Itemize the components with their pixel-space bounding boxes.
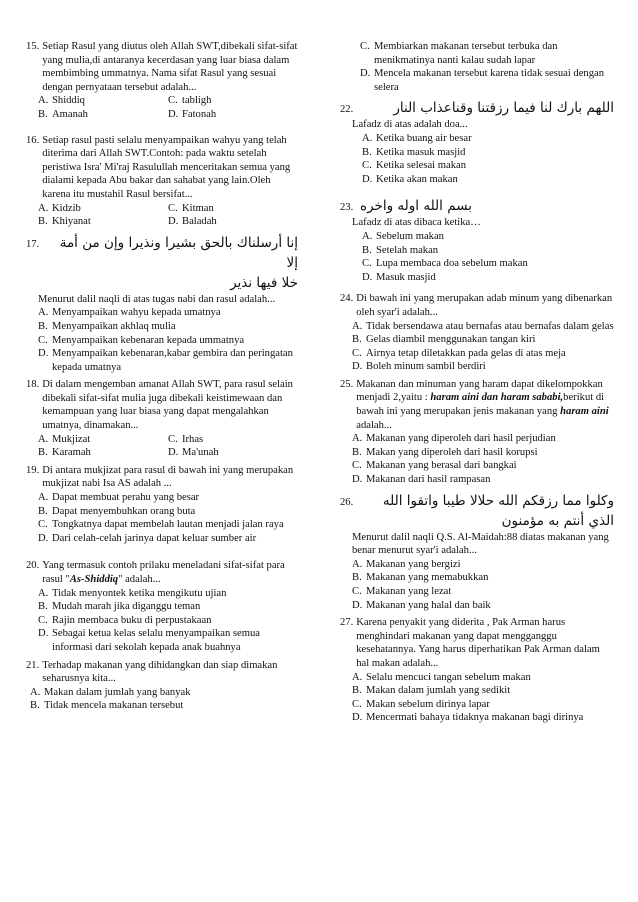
option-b: B. Makanan yang memabukkan [352, 572, 489, 584]
option-row [38, 215, 298, 229]
option-d: D. Dari celah-celah jarinya dapat keluar sumber air [38, 532, 257, 544]
option-c: C. Lupa membaca doa sebelum makan [362, 258, 528, 270]
question-stem: Setiap Rasul yang diutus oleh Allah SWT,dibekali sifat-sifat yang mulia,di antaranya kecerdasan yang luar biasa dalam membimbing ummatnya. Nama sifat Rasul yang sesuai dengan pernyataan tersebut adalah... [42, 41, 298, 93]
option-c: C. Ketika selesai makan [362, 160, 467, 172]
option-b: B. Menyampaikan akhlaq mulia [38, 320, 176, 332]
option-d: D. Makanan yang halal dan baik [352, 599, 491, 611]
arabic-prayer: بسم الله اوله واخره [360, 198, 472, 215]
emphasis-text: haram aini dan haram sababi, [430, 392, 564, 404]
option-letter: D. [168, 216, 179, 228]
option-letter: D. [168, 108, 179, 120]
option-c: C. Rajin membaca buku di perpustakaan [38, 614, 212, 626]
option-row [38, 108, 298, 122]
option-text: Ma'unah [182, 447, 219, 459]
question-number: 19. [26, 464, 40, 476]
question-number: 23. [340, 202, 354, 214]
question-23 [340, 196, 614, 284]
option-letter: C. [168, 202, 178, 214]
arabic-verse-line-2: خلا فيها نذير [230, 274, 298, 291]
question-number: 24. [340, 293, 354, 305]
question-17 [26, 233, 298, 375]
option-text: Kitman [182, 202, 214, 214]
option-c: C. Makan sebelum dirinya lapar [352, 698, 490, 710]
option-text: Amanah [52, 108, 88, 120]
option-c: C. Airnya tetap diletakkan pada gelas di atas meja [352, 347, 566, 359]
option-d: D. Masuk masjid [362, 271, 436, 283]
option-d: D. Mencermati bahaya tidaknya makanan bagi dirinya [352, 712, 584, 724]
option-row [38, 94, 298, 108]
option-c: C. Membiarkan makanan tersebut terbuka dan menikmatinya nanti kalau sudah lapar [360, 41, 558, 66]
option-b: B. Makan dalam jumlah yang sedikit [352, 685, 511, 697]
option-row [38, 446, 298, 460]
option-a: A. Tidak menyontek ketika mengikutu ujian [38, 587, 227, 599]
question-number: 17. [26, 238, 40, 250]
option-d: D. Sebagai ketua kelas selalu menyampaikan semua informasi dari sekolah kepada anak buahnya [38, 628, 260, 653]
option-letter: A. [38, 95, 49, 107]
question-24 [340, 292, 614, 374]
question-number: 25. [340, 378, 354, 390]
question-27 [340, 616, 614, 725]
option-a: A. Makan dalam jumlah yang banyak [30, 686, 191, 698]
option-letter: B. [38, 108, 48, 120]
option-a: A. Ketika buang air besar [362, 132, 472, 144]
option-text: Shiddiq [52, 95, 85, 107]
option-letter: B. [38, 216, 48, 228]
question-15 [26, 40, 298, 122]
option-text: tabligh [182, 95, 212, 107]
question-stem: Terhadap makanan yang dihidangkan dan siap dimakan seharusnya kita... [42, 659, 278, 685]
option-d: D. Menyampaikan kebenaran,kabar gembira dan peringatan kepada umatnya [38, 348, 293, 373]
question-number: 18. [26, 379, 40, 391]
question-stem: Karena penyakit yang diderita , Pak Arman harus menghindari makanan yang dapat mengganggu kesehatannya. Yang harus diperhatikan Pak Arman dalam hal makan adalah... [356, 617, 600, 669]
question-number: 15. [26, 41, 40, 52]
option-a: A. Makanan yang diperoleh dari hasil perjudian [352, 433, 556, 445]
question-stem: Menurut dalil naqli Q.S. Al-Maidah:88 diatas makanan yang benar menurut syar'i adalah... [352, 531, 609, 557]
option-letter: D. [168, 447, 179, 459]
question-18 [26, 378, 298, 460]
option-d: D. Ketika akan makan [362, 173, 458, 185]
arabic-verse-line-1: وكلوا مما رزقكم الله حلالا طيبا واتقوا الله [382, 492, 614, 509]
question-number: 16. [26, 134, 40, 146]
left-column [26, 40, 298, 717]
option-b: B. Ketika masuk masjid [362, 146, 466, 158]
option-text: Mukjizat [52, 433, 91, 445]
question-stem: Di dalam mengemban amanat Allah SWT, para rasul selain dibekali sifat-sifat mulia juga dibekali keistimewaan dan kemampuan yang luar biasa yang dapat mengalahkan umatnya, dinamakan... [42, 379, 293, 432]
option-a: A. Menyampaikan wahyu kepada umatnya [38, 307, 221, 319]
arabic-verse-line-1: إنا أرسلناك بالحق بشيرا ونذيرا وإن من أمة إلا [59, 234, 298, 271]
option-b: B. Setelah makan [362, 244, 439, 256]
option-b: B. Gelas diambil menggunakan tangan kiri [352, 334, 536, 346]
option-text: Baladah [182, 216, 217, 228]
option-a: A. Selalu mencuci tangan sebelum makan [352, 671, 531, 683]
question-stem: Makanan dan minuman yang haram dapat dikelompokkan menjadi 2,yaitu : haram aini dan haram sababi,berikut di bawah ini yang merupakan jenis makanan yang haram aini adalah... [356, 378, 609, 431]
question-19 [26, 464, 298, 546]
arabic-prayer: اللهم بارك لنا فيما رزقتنا وقناعذاب النار [393, 100, 614, 117]
question-16 [26, 134, 298, 229]
question-number: 26. [340, 496, 354, 508]
option-d: D. Makanan dari hasil rampasan [352, 474, 491, 486]
option-letter: B. [38, 447, 48, 459]
question-stem: Lafadz di atas dibaca ketika… [352, 217, 481, 229]
right-column [340, 40, 614, 729]
option-letter: C. [168, 433, 178, 445]
arabic-verse-line-2: الذي أنتم به مؤمنون [501, 512, 614, 529]
question-number: 27. [340, 617, 354, 629]
question-26 [340, 491, 614, 613]
option-row [38, 433, 298, 447]
option-text: Karamah [52, 447, 91, 459]
option-b: B. Tidak mencela makanan tersebut [30, 700, 184, 712]
option-d: D. Mencela makanan tersebut karena tidak sesuai dengan selera [360, 68, 605, 93]
option-text: Khiyanat [52, 216, 91, 228]
option-text: Irhas [182, 433, 204, 445]
question-20 [26, 559, 298, 654]
question-stem: Setiap rasul pasti selalu menyampaikan wahyu yang telah diterima dari Allah SWT.Contoh: pada waktu setelah peristiwa Isra' Mi'raj Rasulullah menceritakan semua yang dialami kepada Abu bakar dan sahabat yang lain.Oleh karena itu mustahil Rasul bersifat... [42, 134, 291, 200]
question-number: 22. [340, 104, 354, 116]
question-stem: Yang termasuk contoh prilaku meneladani sifat-sifat para rasul "As-Shiddiq" adalah... [42, 560, 285, 585]
question-stem: Di antara mukjizat para rasul di bawah ini yang merupakan mukjizat nabi Isa AS adalah ... [42, 464, 294, 490]
option-letter: C. [168, 95, 178, 107]
question-25 [340, 378, 614, 487]
option-letter: A. [38, 202, 49, 214]
option-b: B. Mudah marah jika diganggu teman [38, 601, 201, 613]
option-b: B. Makan yang diperoleh dari hasil korupsi [352, 446, 538, 458]
option-c: C. Menyampaikan kebenaran kepada ummatnya [38, 334, 245, 346]
option-a: A. Dapat membuat perahu yang besar [38, 492, 200, 504]
question-stem: Lafadz di atas adalah doa... [352, 119, 468, 131]
question-21-continued [340, 40, 614, 94]
question-number: 20. [26, 560, 40, 572]
option-c: C. Makanan yang lezat [352, 586, 452, 597]
option-letter: A. [38, 433, 49, 445]
emphasis-text: haram aini [560, 406, 609, 418]
question-stem: Menurut dalil naqli di atas tugas nabi dan rasul adalah... [38, 293, 276, 305]
question-21 [26, 659, 298, 713]
option-c: C. Makanan yang berasal dari bangkai [352, 460, 517, 472]
question-22 [340, 98, 614, 186]
question-number: 21. [26, 659, 40, 671]
option-text: Fatonah [182, 108, 217, 120]
option-a: A. Tidak bersendawa atau bernafas atau bernafas dalam gelas [352, 320, 614, 332]
option-b: B. Dapat menyembuhkan orang buta [38, 505, 196, 517]
option-d: D. Boleh minum sambil berdiri [352, 361, 486, 373]
option-a: A. Sebelum makan [362, 230, 444, 242]
option-c: C. Tongkatnya dapat membelah lautan menjadi jalan raya [38, 519, 284, 531]
emphasis-text: As-Shiddiq [69, 574, 119, 585]
question-stem: Di bawah ini yang merupakan adab minum yang dibenarkan oleh syar'i adalah... [356, 293, 613, 318]
option-row [38, 202, 298, 216]
option-a: A. Makanan yang bergizi [352, 558, 461, 570]
option-text: Kidzib [52, 202, 81, 214]
